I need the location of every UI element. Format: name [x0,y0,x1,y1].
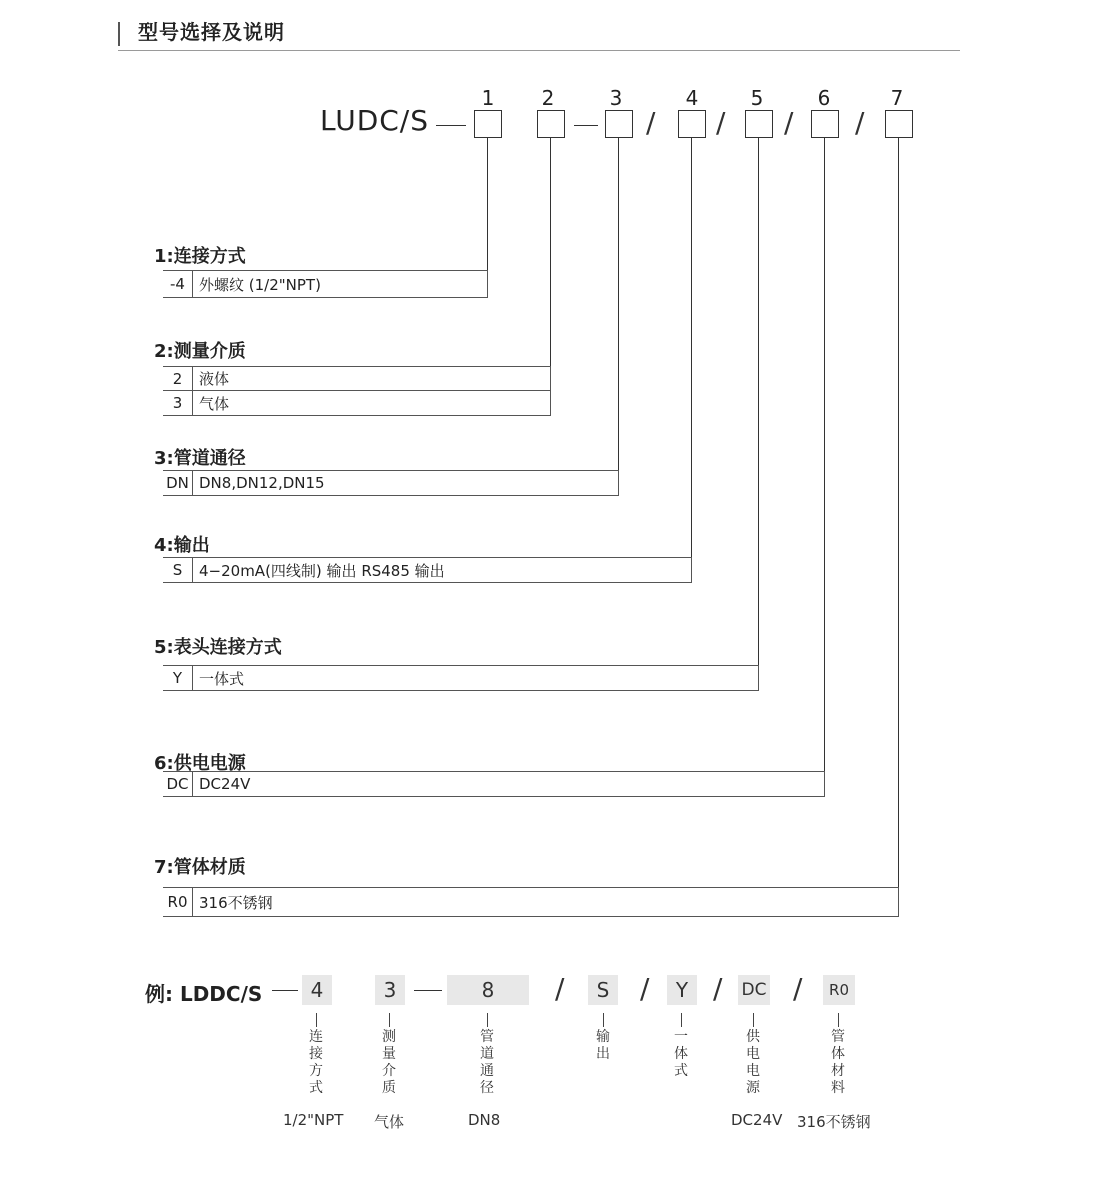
example-caption-diameter: 管道通径 [480,1029,494,1096]
slot-box-4 [678,110,706,138]
slot-box-3 [605,110,633,138]
option-title-head-connection: 5:表头连接方式 [154,637,282,658]
example-value-medium: 3 [375,975,405,1005]
option-desc: 气体 [199,394,230,413]
option-code: -4 [163,271,193,297]
example-value-diameter: 8 [447,975,529,1005]
option-table-diameter [163,470,619,496]
connector-line-3 [618,138,619,494]
example-tick [838,1013,839,1027]
example-value-output: S [588,975,618,1005]
slash-separator: / [716,106,726,139]
slot-box-2 [537,110,565,138]
slot-box-6 [811,110,839,138]
option-row [163,271,487,297]
example-selected-connection: 1/2"NPT [283,1111,344,1129]
option-title-output: 4:输出 [154,535,210,556]
example-caption-medium: 测量介质 [382,1029,396,1096]
option-code: 3 [163,391,193,415]
slot-number-5: 5 [750,86,764,110]
example-tick [389,1013,390,1027]
option-code: DC [163,772,193,796]
slot-box-5 [745,110,773,138]
dash-separator [574,125,598,126]
option-row [163,367,550,391]
option-title-power-supply: 6:供电电源 [154,753,246,774]
slot-box-1 [474,110,502,138]
example-caption-head-connection: 一体式 [674,1029,688,1079]
example-tick [487,1013,488,1027]
option-code: R0 [163,888,193,916]
connector-line-6 [824,138,825,797]
option-desc: DC24V [199,775,251,793]
option-table-medium [163,366,551,416]
connector-line-5 [758,138,759,691]
model-code: LUDC/S [320,104,430,137]
dash-separator [436,125,466,126]
slot-number-4: 4 [685,86,699,110]
slot-number-7: 7 [890,86,904,110]
example-tick [753,1013,754,1027]
option-row [163,772,824,796]
option-desc: 外螺纹 (1/2"NPT) [199,275,321,294]
option-code: 2 [163,367,193,390]
option-desc: 316不锈钢 [199,893,273,912]
dash-separator [414,990,442,991]
slot-number-6: 6 [817,86,831,110]
option-code: Y [163,666,193,690]
example-selected-power-supply: DC24V [731,1111,783,1129]
option-title-medium: 2:测量介质 [154,341,246,362]
slot-box-7 [885,110,913,138]
example-caption-power-supply: 供电电源 [746,1029,760,1096]
slash-separator: / [793,972,803,1005]
example-selected-medium: 气体 [374,1113,405,1131]
option-table-power-supply [163,771,825,797]
example-label: 例: LDDC/S [145,982,263,1006]
example-tick [681,1013,682,1027]
option-table-connection [163,270,488,298]
example-value-connection: 4 [302,975,332,1005]
dash-separator [272,990,298,991]
option-desc: 4−20mA(四线制) 输出 RS485 输出 [199,561,445,580]
connector-line-4 [691,138,692,582]
option-row [163,888,898,916]
slash-separator: / [640,972,650,1005]
option-title-body-material: 7:管体材质 [154,857,246,878]
slot-number-3: 3 [609,86,623,110]
example-selected-diameter: DN8 [468,1111,501,1129]
option-code: S [163,558,193,582]
option-row [163,666,758,690]
slash-separator: / [713,972,723,1005]
option-row [163,471,618,495]
option-row [163,391,550,415]
option-table-body-material [163,887,899,917]
option-desc: 液体 [199,370,230,388]
option-title-diameter: 3:管道通径 [154,448,246,469]
page-title: 型号选择及说明 [138,20,285,44]
option-desc: 一体式 [199,669,245,688]
example-selected-body-material: 316不锈钢 [797,1113,871,1131]
option-desc: DN8,DN12,DN15 [199,474,325,492]
connector-line-7 [898,138,899,915]
slash-separator: / [784,106,794,139]
slot-number-1: 1 [481,86,495,110]
example-tick [316,1013,317,1027]
option-code: DN [163,471,193,495]
example-value-head-connection: Y [667,975,697,1005]
example-caption-connection: 连接方式 [309,1029,323,1096]
example-value-power-supply: DC [738,975,770,1005]
example-value-body-material: R0 [823,975,855,1005]
slot-number-2: 2 [541,86,555,110]
option-table-output [163,557,692,583]
example-caption-output: 输出 [596,1029,610,1062]
example-tick [603,1013,604,1027]
slash-separator: / [646,106,656,139]
header-accent-bar [118,22,120,46]
slash-separator: / [855,106,865,139]
example-caption-body-material: 管体材料 [831,1029,845,1096]
option-row [163,558,691,582]
option-title-connection: 1:连接方式 [154,246,246,267]
slash-separator: / [555,972,565,1005]
option-table-head-connection [163,665,759,691]
